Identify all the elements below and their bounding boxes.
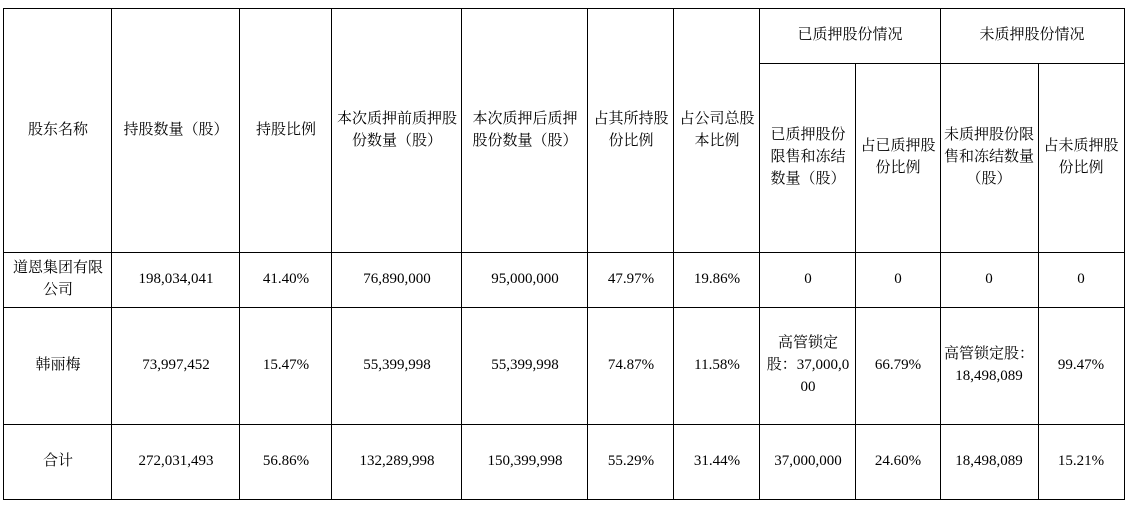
row-unpledged-restricted: 高管锁定股：18,498,089: [940, 308, 1038, 425]
row-ratio-of-held: 74.87%: [588, 308, 674, 425]
row-pledged-after: 150,399,998: [462, 425, 588, 500]
row-shares-held: 73,997,452: [112, 308, 240, 425]
header-unpledged-restricted: 未质押股份限售和冻结数量（股）: [940, 64, 1038, 253]
shareholder-pledge-table: [3, 8, 1124, 500]
table-row: [4, 253, 1124, 308]
header-ratio-of-held: 占其所持股份比例: [588, 9, 674, 253]
header-pledged-restricted: 已质押股份限售和冻结数量（股）: [760, 64, 856, 253]
header-shareholding-ratio: 持股比例: [240, 9, 332, 253]
row-unpledged-restricted: 18,498,089: [940, 425, 1038, 500]
header-row-groups: [4, 9, 1124, 64]
row-shares-held: 272,031,493: [112, 425, 240, 500]
row-shareholder-name: 道恩集团有限公司: [4, 253, 112, 308]
row-pledged-after: 55,399,998: [462, 308, 588, 425]
row-pledged-after: 95,000,000: [462, 253, 588, 308]
row-shareholder-name: 合计: [4, 425, 112, 500]
header-unpledged-restricted-ratio: 占未质押股份比例: [1038, 64, 1124, 253]
header-shareholder-name: 股东名称: [4, 9, 112, 253]
row-pledged-before: 55,399,998: [332, 308, 462, 425]
row-shares-held: 198,034,041: [112, 253, 240, 308]
row-pledged-restricted-ratio: 0: [856, 253, 940, 308]
row-shareholding-ratio: 56.86%: [240, 425, 332, 500]
header-ratio-of-total: 占公司总股本比例: [674, 9, 760, 253]
table-row-total: [4, 425, 1124, 500]
row-unpledged-restricted-ratio: 0: [1038, 253, 1124, 308]
header-group-unpledged: 未质押股份情况: [940, 9, 1124, 64]
row-ratio-of-total: 19.86%: [674, 253, 760, 308]
row-pledged-restricted-ratio: 66.79%: [856, 308, 940, 425]
row-pledged-restricted: 37,000,000: [760, 425, 856, 500]
row-shareholder-name: 韩丽梅: [4, 308, 112, 425]
row-unpledged-restricted-ratio: 15.21%: [1038, 425, 1124, 500]
header-group-pledged: 已质押股份情况: [760, 9, 940, 64]
row-ratio-of-held: 47.97%: [588, 253, 674, 308]
row-pledged-restricted: 高管锁定股：37,000,000: [760, 308, 856, 425]
row-ratio-of-held: 55.29%: [588, 425, 674, 500]
row-pledged-before: 132,289,998: [332, 425, 462, 500]
header-shares-held: 持股数量（股）: [112, 9, 240, 253]
row-pledged-restricted-ratio: 24.60%: [856, 425, 940, 500]
row-pledged-before: 76,890,000: [332, 253, 462, 308]
row-shareholding-ratio: 15.47%: [240, 308, 332, 425]
row-pledged-restricted: 0: [760, 253, 856, 308]
row-unpledged-restricted: 0: [940, 253, 1038, 308]
row-shareholding-ratio: 41.40%: [240, 253, 332, 308]
row-ratio-of-total: 31.44%: [674, 425, 760, 500]
row-unpledged-restricted-ratio: 99.47%: [1038, 308, 1124, 425]
row-ratio-of-total: 11.58%: [674, 308, 760, 425]
header-pledged-after: 本次质押后质押股份数量（股）: [462, 9, 588, 253]
table-row: [4, 308, 1124, 425]
header-pledged-restricted-ratio: 占已质押股份比例: [856, 64, 940, 253]
header-pledged-before: 本次质押前质押股份数量（股）: [332, 9, 462, 253]
